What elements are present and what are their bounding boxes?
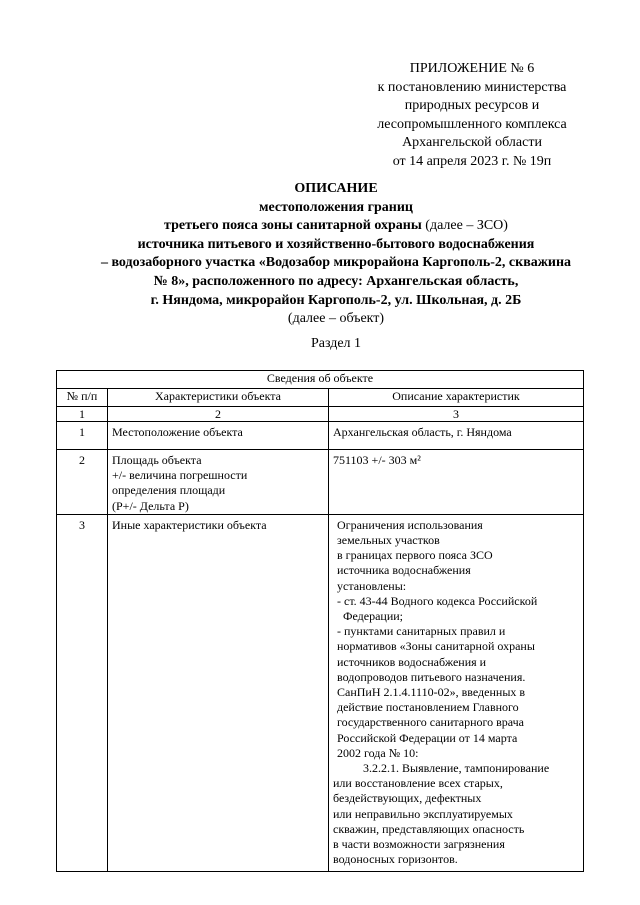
description-line: Федерации; — [343, 609, 404, 624]
characteristic-line: определения площади — [112, 483, 226, 498]
description-line: Российской Федерации от 14 марта — [337, 730, 518, 745]
description-line: или неправильно эксплуатируемых — [333, 806, 513, 821]
title-heading: ОПИСАНИЕ — [294, 181, 378, 196]
title-line: местоположения границ — [259, 199, 413, 215]
characteristic-line: Иные характеристики объекта — [112, 517, 267, 532]
title-line-bold: третьего пояса зоны санитарной охраны — [164, 218, 422, 234]
characteristic-line: Площадь объекта — [112, 453, 202, 467]
characteristic-line: Местоположение объекта — [112, 425, 243, 439]
description-line: скважин, представляющих опасность — [333, 821, 525, 836]
description-line: водопроводов питьевого назначения. — [337, 669, 526, 684]
document-title — [56, 180, 616, 329]
description-line: СанПиН 2.1.4.1110-02», введенных в — [337, 685, 526, 700]
appendix-line: к постановлению министерства — [377, 79, 567, 95]
appendix-block — [352, 60, 592, 172]
description-line: в части возможности загрязнения — [333, 837, 505, 852]
description-line: водоносных горизонтов. — [333, 852, 458, 867]
title-line: источника питьевого и хозяйственно-бытового водоснабжения — [137, 236, 535, 252]
description-line: - ст. 43-44 Водного кодекса Российской — [337, 593, 538, 608]
table-caption-row — [57, 371, 584, 389]
description-line: 751103 +/- 303 м² — [333, 453, 421, 467]
appendix-line: от 14 апреля 2023 г. № 19п — [392, 153, 552, 169]
description-line: источника водоснабжения — [337, 563, 471, 578]
table-row — [57, 514, 584, 872]
row-number: 2 — [57, 450, 108, 515]
title-line: (далее – объект) — [287, 311, 385, 327]
table-caption: Сведения об объекте — [57, 371, 584, 389]
description-line: бездействующих, дефектных — [333, 791, 482, 806]
title-line: № 8», расположенного по адресу: Архангельская область, — [153, 273, 519, 289]
row-number: 1 — [57, 422, 108, 450]
characteristic-line: (P+/- Дельта P) — [112, 498, 189, 513]
description-line: нормативов «Зоны санитарной охраны — [337, 639, 535, 654]
row-description — [329, 422, 584, 450]
row-description — [329, 450, 584, 515]
object-info-table — [56, 370, 584, 872]
row-number: 3 — [57, 514, 108, 872]
description-line: действие постановлением Главного — [337, 700, 519, 715]
table-header-row — [57, 389, 584, 407]
section-heading: Раздел 1 — [310, 336, 362, 351]
description-line: 2002 года № 10: — [337, 745, 419, 760]
row-characteristic — [108, 422, 329, 450]
description-line: государственного санитарного врача — [337, 715, 525, 730]
appendix-line: Архангельской области — [402, 135, 542, 151]
description-line: 3.2.2.1. Выявление, тампонирование — [363, 761, 550, 776]
description-line: - пунктами санитарных правил и — [337, 624, 506, 639]
characteristic-line: +/- величина погрешности — [112, 468, 248, 483]
row-description — [329, 514, 584, 872]
header-cell: Характеристики объекта — [108, 389, 329, 407]
index-cell: 1 — [57, 407, 108, 422]
description-line: в границах первого пояса ЗСО — [337, 548, 493, 563]
title-line-normal: (далее – ЗСО) — [421, 218, 508, 234]
description-line: земельных участков — [337, 533, 440, 548]
table-row — [57, 422, 584, 450]
appendix-line: ПРИЛОЖЕНИЕ № 6 — [409, 61, 535, 76]
title-line: – водозаборного участка «Водозабор микрорайона Каргополь-2, скважина — [100, 255, 572, 271]
index-cell: 3 — [329, 407, 584, 422]
description-line: установлены: — [337, 578, 407, 593]
index-cell: 2 — [108, 407, 329, 422]
row-characteristic — [108, 514, 329, 872]
row-characteristic — [108, 450, 329, 515]
description-line: Ограничения использования — [337, 517, 483, 532]
description-line: или восстановление всех старых, — [333, 776, 503, 791]
appendix-line: лесопромышленного комплекса — [377, 116, 567, 132]
table-index-row — [57, 407, 584, 422]
title-line — [56, 217, 616, 236]
table-row — [57, 450, 584, 515]
description-line: Архангельская область, г. Няндома — [333, 425, 512, 439]
title-line: г. Няндома, микрорайон Каргополь-2, ул. Школьная, д. 2Б — [150, 292, 522, 308]
header-cell: № п/п — [57, 389, 108, 407]
header-cell: Описание характеристик — [329, 389, 584, 407]
appendix-line: природных ресурсов и — [404, 98, 540, 114]
description-line: источников водоснабжения и — [337, 654, 487, 669]
